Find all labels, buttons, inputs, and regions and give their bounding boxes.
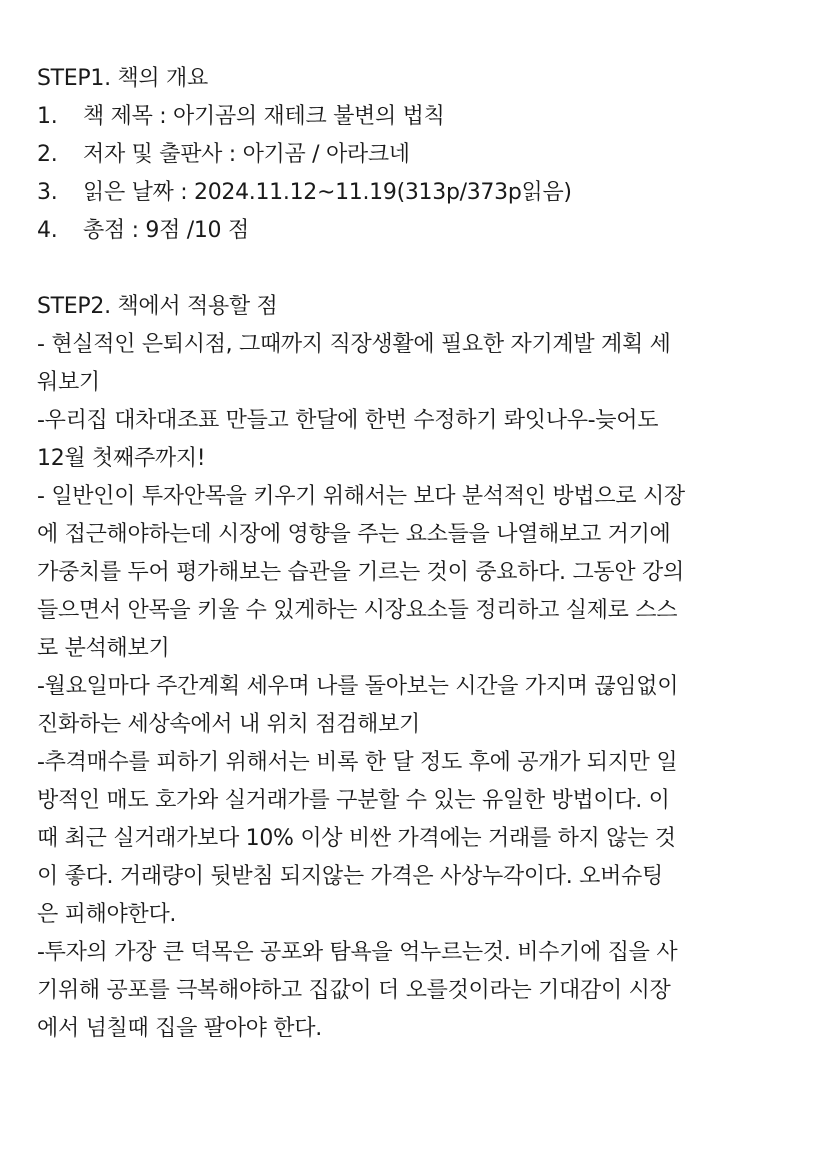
takeaway-item: - 일반인이 투자안목을 키우기 위해서는 보다 분석적인 방법으로 시장 에 접근해야하는데 시장에 영향을 주는 요소들을 나열해보고 거기에 가중치를 두어 평가해보는 습관을 기르는 것이 중요하다. 그동안 강의 들으면서 안목을 키울 수 있게하는 시장요소들 정리하고 실제로 스스 로 분석해보기	[37, 484, 685, 661]
book-info-item	[37, 136, 817, 174]
takeaway-item: -투자의 가장 큰 덕목은 공포와 탐욕을 억누르는것. 비수기에 집을 사 기위해 공포를 극복해야하고 집값이 더 오를것이라는 기대감이 시장 에서 넘칠때 집을 팔아야 한다.	[37, 940, 678, 1041]
takeaway-item: -추격매수를 피하기 위해서는 비록 한 달 정도 후에 공개가 되지만 일 방적인 매도 호가와 실거래가를 구분할 수 있는 유일한 방법이다. 이 때 최근 실거래가보다 10% 이상 비싼 가격에는 거래를 하지 않는 것 이 좋다. 거래량이 뒷받침 되지않는 가격은 사상누각이다. 오버슈팅 은 피해야한다.	[37, 750, 678, 927]
list-number: 3.	[37, 180, 58, 205]
read-date-text: 읽은 날짜 : 2024.11.12~11.19(313p/373p읽음)	[83, 180, 572, 205]
book-info-item	[37, 98, 817, 136]
author-publisher-text: 저자 및 출판사 : 아기곰 / 아라크네	[83, 142, 410, 167]
takeaway-item: - 현실적인 은퇴시점, 그때까지 직장생활에 필요한 자기계발 계획 세 워보기	[37, 332, 671, 395]
score-text: 총점 : 9점 /10 점	[83, 218, 249, 243]
list-number: 2.	[37, 142, 58, 167]
step1-title: STEP1. 책의 개요	[37, 66, 208, 91]
section-spacer	[37, 250, 817, 288]
list-number: 1.	[37, 104, 58, 129]
book-info-item	[37, 174, 817, 212]
book-info-list	[37, 98, 817, 250]
book-info-item	[37, 212, 817, 250]
list-number: 4.	[37, 218, 58, 243]
book-title-text: 책 제목 : 아기곰의 재테크 불변의 법칙	[83, 104, 445, 129]
document-body	[37, 60, 817, 1048]
takeaway-item: -우리집 대차대조표 만들고 한달에 한번 수정하기 롸잇나우-늦어도 12월 첫째주까지!	[37, 408, 659, 471]
takeaway-item: -월요일마다 주간계획 세우며 나를 돌아보는 시간을 가지며 끊임없이 진화하는 세상속에서 내 위치 점검해보기	[37, 674, 679, 737]
step2-title: STEP2. 책에서 적용할 점	[37, 294, 278, 319]
